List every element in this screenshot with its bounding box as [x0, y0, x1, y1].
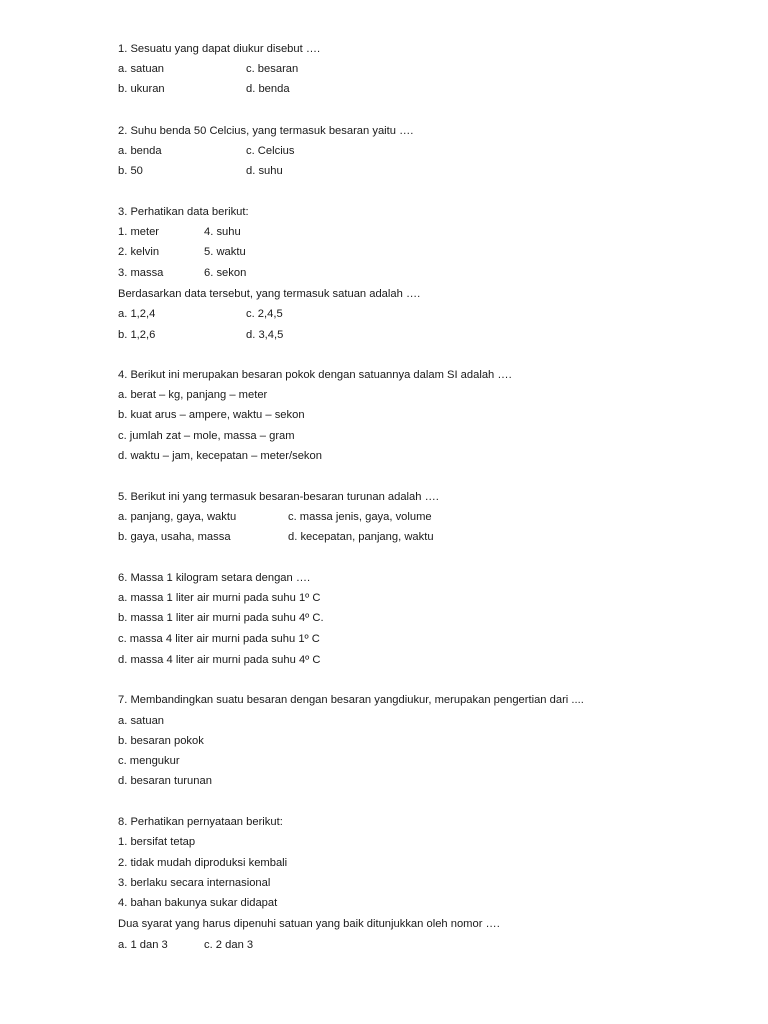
- q2-option-a: a. benda: [118, 145, 162, 157]
- q6-option-c: c. massa 4 liter air murni pada suhu 1º C: [118, 633, 320, 645]
- q3-data-4: 4. suhu: [204, 226, 241, 238]
- q5-option-c: c. massa jenis, gaya, volume: [288, 511, 432, 523]
- q5-option-d: d. kecepatan, panjang, waktu: [288, 531, 434, 543]
- q8-option-a: a. 1 dan 3: [118, 939, 168, 951]
- q6-option-d: d. massa 4 liter air murni pada suhu 4º C: [118, 654, 321, 666]
- q7-option-b: b. besaran pokok: [118, 735, 204, 747]
- q6-option-b: b. massa 1 liter air murni pada suhu 4º C.: [118, 612, 324, 624]
- q3-data-1: 1. meter: [118, 226, 160, 238]
- q3-option-d: d. 3,4,5: [246, 329, 284, 341]
- q8-option-c: c. 2 dan 3: [204, 939, 254, 951]
- q1-option-b: b. ukuran: [118, 83, 165, 95]
- q3-question: Berdasarkan data tersebut, yang termasuk satuan adalah ….: [118, 288, 421, 300]
- q4-option-a: a. berat – kg, panjang – meter: [118, 389, 268, 401]
- q3-option-c: c. 2,4,5: [246, 308, 283, 320]
- q7-option-c: c. mengukur: [118, 755, 180, 767]
- q3-data-5: 5. waktu: [204, 246, 246, 258]
- q8-question: Dua syarat yang harus dipenuhi satuan yang baik ditunjukkan oleh nomor ….: [118, 918, 500, 930]
- question-6-stem: 6. Massa 1 kilogram setara dengan ….: [118, 572, 311, 584]
- q4-option-d: d. waktu – jam, kecepatan – meter/sekon: [118, 450, 322, 462]
- question-8-stem: 8. Perhatikan pernyataan berikut:: [118, 816, 283, 828]
- q1-option-d: d. benda: [246, 83, 290, 95]
- q3-option-a: a. 1,2,4: [118, 308, 156, 320]
- question-7-stem: 7. Membandingkan suatu besaran dengan besaran yangdiukur, merupakan pengertian dari ....: [118, 694, 584, 706]
- q7-option-d: d. besaran turunan: [118, 775, 212, 787]
- q3-option-b: b. 1,2,6: [118, 329, 156, 341]
- q6-option-a: a. massa 1 liter air murni pada suhu 1º C: [118, 592, 321, 604]
- q5-option-a: a. panjang, gaya, waktu: [118, 511, 237, 523]
- q3-data-6: 6. sekon: [204, 267, 247, 279]
- q4-option-c: c. jumlah zat – mole, massa – gram: [118, 430, 295, 442]
- q7-option-a: a. satuan: [118, 715, 165, 727]
- q8-statement-3: 3. berlaku secara internasional: [118, 877, 271, 889]
- question-1-stem: 1. Sesuatu yang dapat diukur disebut ….: [118, 43, 321, 55]
- q8-statement-1: 1. bersifat tetap: [118, 836, 196, 848]
- q3-data-2: 2. kelvin: [118, 246, 160, 258]
- q2-option-b: b. 50: [118, 165, 143, 177]
- question-5-stem: 5. Berikut ini yang termasuk besaran-besaran turunan adalah ….: [118, 491, 439, 503]
- q8-statement-2: 2. tidak mudah diproduksi kembali: [118, 857, 288, 869]
- q3-data-3: 3. massa: [118, 267, 164, 279]
- question-2-stem: 2. Suhu benda 50 Celcius, yang termasuk besaran yaitu ….: [118, 125, 414, 137]
- q5-option-b: b. gaya, usaha, massa: [118, 531, 231, 543]
- q2-option-c: c. Celcius: [246, 145, 295, 157]
- question-3-stem: 3. Perhatikan data berikut:: [118, 206, 249, 218]
- q1-option-a: a. satuan: [118, 63, 165, 75]
- question-4-stem: 4. Berikut ini merupakan besaran pokok dengan satuannya dalam SI adalah ….: [118, 369, 512, 381]
- q4-option-b: b. kuat arus – ampere, waktu – sekon: [118, 409, 305, 421]
- q2-option-d: d. suhu: [246, 165, 283, 177]
- q1-option-c: c. besaran: [246, 63, 299, 75]
- q8-statement-4: 4. bahan bakunya sukar didapat: [118, 897, 278, 909]
